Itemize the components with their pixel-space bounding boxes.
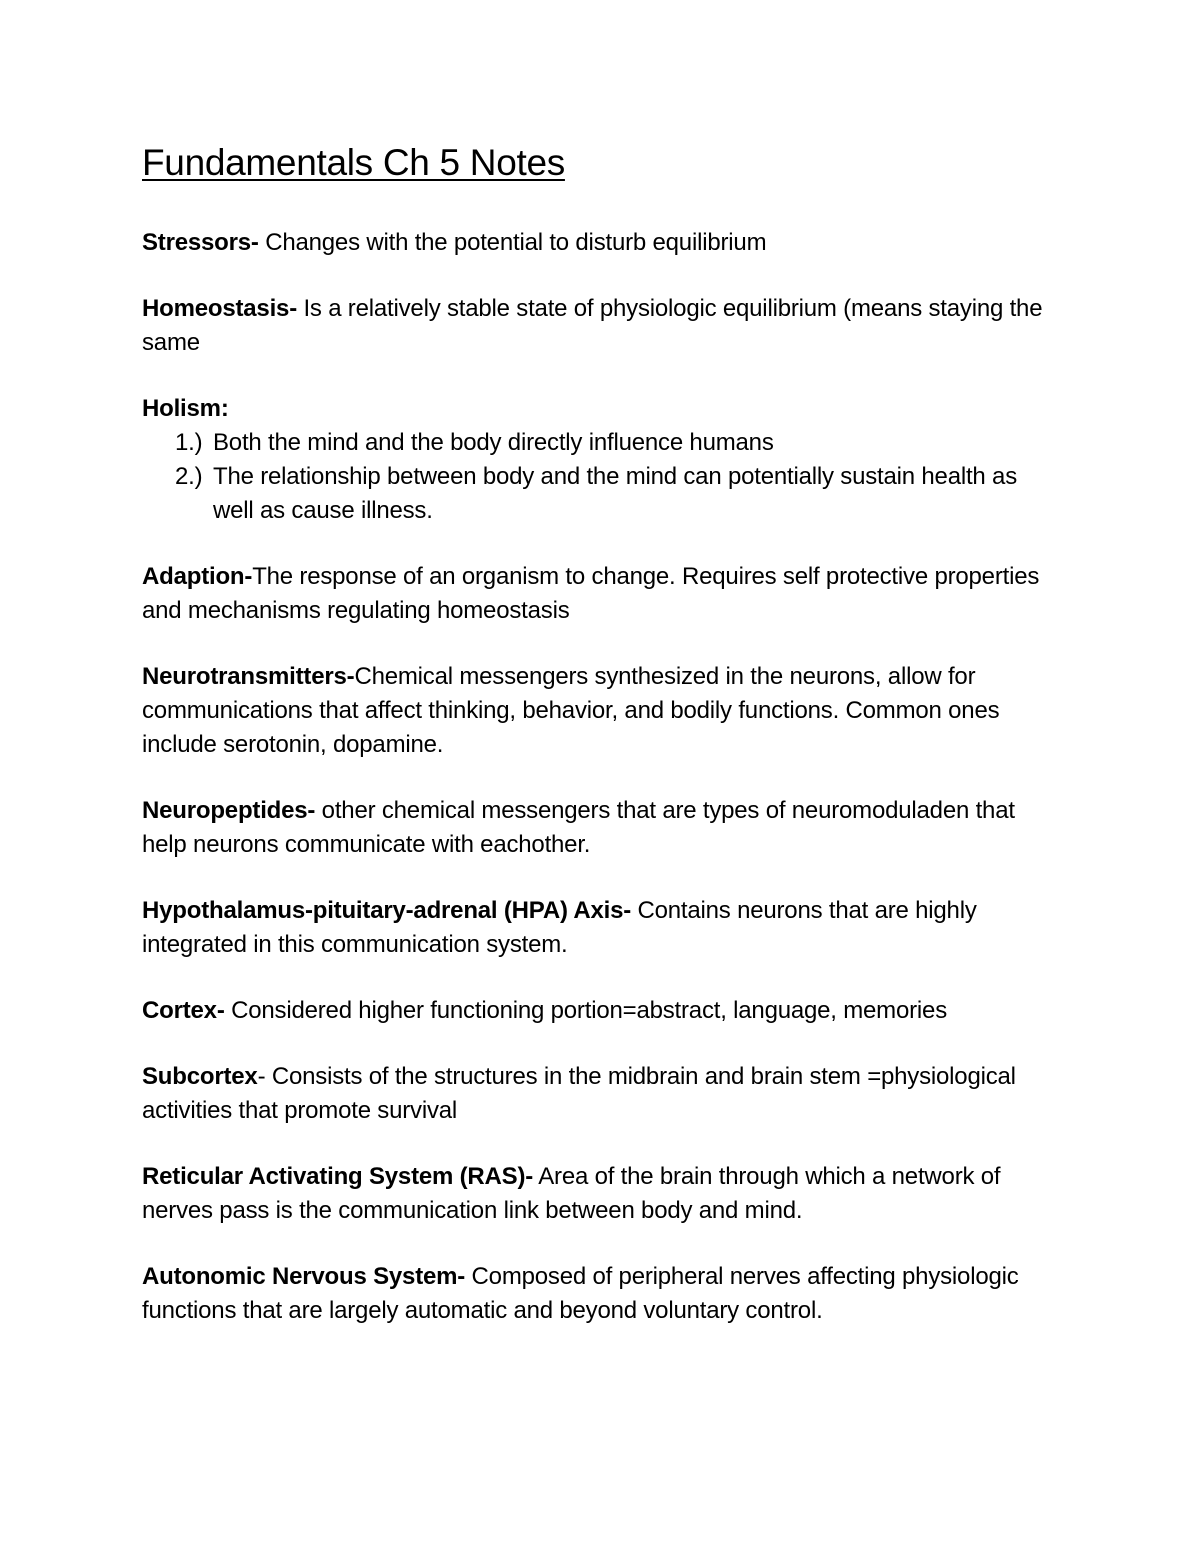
list-item <box>175 426 1062 460</box>
term-label: Neuropeptides- <box>142 797 316 824</box>
entry-neuropeptides <box>142 794 1062 862</box>
entry-holism <box>142 392 1062 528</box>
term-label: Adaption- <box>142 563 253 590</box>
list-number: 1.) <box>175 429 203 456</box>
entry-autonomic-nervous-system <box>142 1260 1062 1328</box>
term-label: Stressors- <box>142 229 259 256</box>
definition-text: Changes with the potential to disturb equilibrium <box>258 229 767 256</box>
definition-text: Is a relatively stable state of physiologic equilibrium (means staying the same <box>142 295 1043 356</box>
term-label: Homeostasis- <box>142 295 297 322</box>
definition-text: Area of the brain through which a network of nerves pass is the communication link between body and mind. <box>142 1163 1001 1224</box>
entry-neurotransmitters <box>142 660 1062 762</box>
definition-text: The response of an organism to change. Requires self protective properties and mechanisms regulating homeostasis <box>142 563 1040 624</box>
entry-ras <box>142 1160 1062 1228</box>
entry-cortex <box>142 994 1062 1028</box>
document-page <box>142 140 1062 1360</box>
definition-text: Chemical messengers synthesized in the neurons, allow for communications that affect thinking, behavior, and bodily functions. Common ones include serotonin, dopamine. <box>142 663 1000 758</box>
term-label: Autonomic Nervous System- <box>142 1263 466 1290</box>
entry-stressors <box>142 226 1062 260</box>
term-label: Subcortex <box>142 1063 258 1090</box>
term-label: Neurotransmitters- <box>142 663 355 690</box>
term-label: Reticular Activating System (RAS)- <box>142 1163 534 1190</box>
definition-text: Considered higher functioning portion=abstract, language, memories <box>224 997 947 1024</box>
term-label: Hypothalamus-pituitary-adrenal (HPA) Axis- <box>142 897 632 924</box>
list-item <box>175 460 1062 528</box>
page-title: Fundamentals Ch 5 Notes <box>142 142 565 183</box>
list-item-text: Both the mind and the body directly influence humans <box>213 429 774 456</box>
entry-homeostasis <box>142 292 1062 360</box>
holism-list <box>142 426 1062 528</box>
term-label: Holism: <box>142 395 229 422</box>
entry-adaption <box>142 560 1062 628</box>
entry-hpa-axis <box>142 894 1062 962</box>
definition-text: - Consists of the structures in the midbrain and brain stem =physiological activities that promote survival <box>142 1063 1016 1124</box>
definition-text: Contains neurons that are highly integrated in this communication system. <box>142 897 977 958</box>
entry-subcortex <box>142 1060 1062 1128</box>
list-number: 2.) <box>175 463 203 490</box>
list-item-text: The relationship between body and the mind can potentially sustain health as well as cause illness. <box>213 463 1017 524</box>
definition-text: Composed of peripheral nerves affecting physiologic functions that are largely automatic and beyond voluntary control. <box>142 1263 1019 1324</box>
term-label: Cortex- <box>142 997 225 1024</box>
definition-text: other chemical messengers that are types of neuromoduladen that help neurons communicate with eachother. <box>142 797 1015 858</box>
